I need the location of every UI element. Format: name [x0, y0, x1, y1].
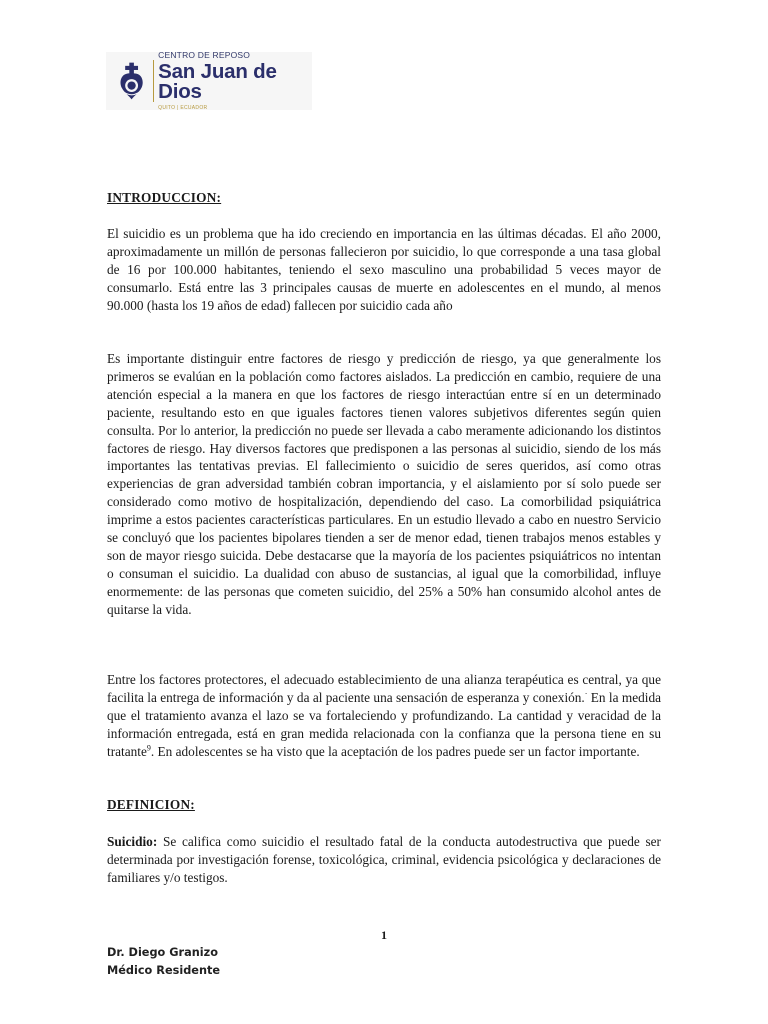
footer-author-name: Dr. Diego Granizo: [107, 946, 218, 959]
footer-author-role: Médico Residente: [107, 964, 221, 977]
definicion-heading: DEFINICION:: [107, 797, 195, 812]
logo-subtitle: CENTRO DE REPOSO: [158, 50, 251, 61]
footer: [107, 944, 220, 980]
definicion-term: Suicidio:: [107, 834, 158, 849]
intro-paragraph-1: El suicidio es un problema que ha ido creciendo en importancia en las últimas décadas. El año 2000, aproximadamente un millón de personas fallecieron por suicidio, lo que corresponde a una tasa global de 16 por 100.000 habitantes, teniendo el sexo masculino una probabilidad 5 veces mayor de consumarlo. Está entre las 3 principales causas de muerte en adolescentes en el mundo, al menos 90.000 (hasta los 19 años de edad) fallecen por suicidio cada año: [107, 226, 661, 313]
definicion-paragraph: [107, 833, 661, 887]
p3-text-a: Entre los factores protectores, el adecuado establecimiento de una alianza terapéutica es central, ya que facilita la entrega de información y da al paciente una sensación de esperanza y conexión.: [107, 672, 661, 705]
page-number: 1: [381, 928, 387, 942]
definicion-paragraph-wrap: [107, 833, 661, 887]
intro-paragraph-3: [107, 671, 661, 761]
intro-paragraph-2-wrap: [107, 350, 661, 619]
intro-heading: INTRODUCCION:: [107, 190, 222, 205]
intro-paragraph-3-wrap: [107, 671, 661, 761]
intro-paragraph-2: Es importante distinguir entre factores de riesgo y predicción de riesgo, ya que generalmente los primeros se evalúan en la población como factores aislados. La predicción en cambio, requiere de una atención especial a la manera en que los factores de riesgo interactúan entre sí en un determinado paciente, resultando esto en que iguales factores tienen valores subjetivos diferentes según quien consulta. Por lo anterior, la predicción no puede ser llevada a cabo meramente adicionando los distintos factores de riesgo. Hay diversos factores que predisponen a las personas al suicidio, siendo de los más importantes las tentativas previas. El fallecimiento o suicidio de seres queridos, así como otras experiencias de gran adversidad también cobran importancia, y el aislamiento por sí solo puede ser considerado como motivo de hospitalización, dependiendo del caso. La comorbilidad psiquiátrica imprime a estos pacientes características particulares. En un estudio llevado a cabo en nuestro Servicio se concluyó que los pacientes bipolares tienden a ser de menor edad, tienen trabajos menos estables y son de mayor riesgo suicida. Debe destacarse que la mayoría de los pacientes psiquiátricos no intentan o consuman el suicidio. La dualidad con abuso de sustancias, al igual que la comorbilidad, influye enormemente: de las personas que cometen suicidio, del 25% a 50% han consumido alcohol antes de quitarse la vida.: [107, 351, 661, 617]
logo-divider: [153, 60, 154, 102]
intro-paragraph-1-wrap: [107, 225, 661, 315]
cross-heart-emblem-icon: [116, 59, 147, 103]
p3-text-b: En la medida que el tratamiento avanza el lazo se va fortaleciendo y profundizando. La cantidad y veracidad de la información entregada, está en gran medida relacionada con la confianza que la persona tiene en su tratante: [107, 689, 662, 759]
p3-sup-2: 9: [146, 743, 151, 753]
definicion-text: Se califica como suicidio el resultado fatal de la conducta autodestructiva que puede ser determinada por investigación forense, toxicológica, criminal, evidencia psicológica y declaraciones de familiares y/o testigos.: [107, 834, 661, 885]
p3-sup-1: ·: [584, 689, 588, 699]
logo: [106, 52, 312, 110]
definicion-heading-wrap: [107, 797, 661, 813]
p3-text-c: . En adolescentes se ha visto que la aceptación de los padres puede ser un factor importante.: [150, 743, 640, 759]
logo-name: San Juan de Dios: [158, 59, 277, 104]
intro-heading-wrap: [107, 190, 661, 206]
logo-location: QUITO | ECUADOR: [158, 104, 208, 111]
